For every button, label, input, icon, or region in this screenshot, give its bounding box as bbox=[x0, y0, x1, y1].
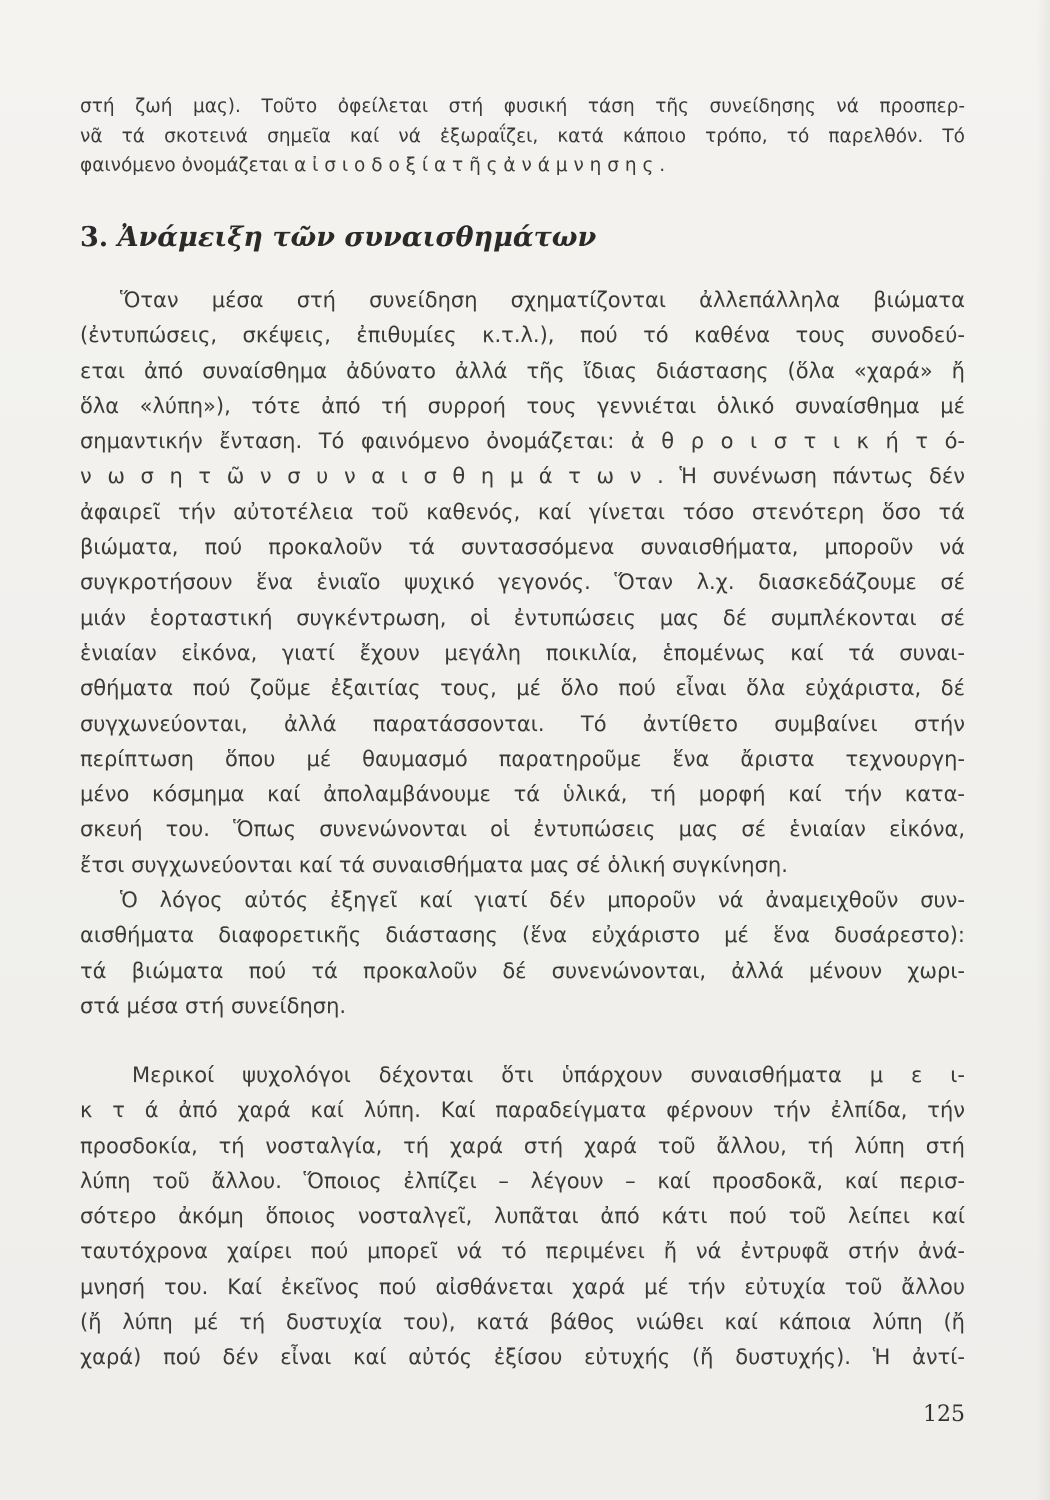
text-line: ἀφαιρεῖ τήν αὐτοτέλεια τοῦ καθενός, καί γίνεται τόσο στενότερη ὅσο τά bbox=[80, 499, 965, 524]
text-line: Ὁ λόγος αὐτός ἐξηγεῖ καί γιατί δέν μποροῦν νά ἀναμειχθοῦν συν- bbox=[120, 888, 965, 913]
text-line: βιώματα, πού προκαλοῦν τά συντασσόμενα συναισθήματα, μποροῦν νά bbox=[80, 535, 965, 560]
text-line: φαινόμενο ὀνομάζεται α ἰ σ ι ο δ ο ξ ί α τ ῆ ς ἀ ν ά μ ν η σ η ς . bbox=[80, 155, 666, 176]
text-line: νᾶ τά σκοτεινά σημεῖα καί νά ἐξωραΐζει, κατά κάποιο τρόπο, τό παρελθόν. Τό bbox=[80, 125, 965, 147]
text-line: Ὅταν μέσα στή συνείδηση σχηματίζονται ἀλλεπάλληλα βιώματα bbox=[120, 288, 965, 312]
text-line: ἔτσι συγχωνεύονται καί τά συναισθήματα μας σέ ὁλική συγκίνηση. bbox=[80, 852, 788, 877]
text-line: σημαντικήν ἔνταση. Τό φαινόμενο ὀνομάζεται: ἀ θ ρ ο ι σ τ ι κ ή τ ό- bbox=[80, 429, 965, 454]
text-line: κ τ ά ἀπό χαρά καί λύπη. Καί παραδείγματα φέρνουν τήν ἐλπίδα, τήν bbox=[80, 1098, 965, 1123]
text-line: συγχωνεύονται, ἀλλά παρατάσσονται. Τό ἀντίθετο συμβαίνει στήν bbox=[80, 711, 965, 736]
text-line: ταυτόχρονα χαίρει πού μπορεῖ νά τό περιμένει ἤ νά ἐντρυφᾶ στήν ἀνά- bbox=[80, 1239, 965, 1264]
text-line: σκευή του. Ὅπως συνενώνονται οἱ ἐντυπώσεις μας σέ ἑνιαίαν εἰκόνα, bbox=[80, 817, 965, 842]
text-line: μιάν ἑορταστική συγκέντρωση, οἱ ἐντυπώσεις μας δέ συμπλέκονται σέ bbox=[80, 605, 965, 630]
intro-paragraph bbox=[80, 92, 965, 181]
page-number: 125 bbox=[923, 1402, 965, 1427]
text-line: τά βιώματα πού τά προκαλοῦν δέ συνενώνονται, ἀλλά μένουν χωρι- bbox=[80, 958, 965, 983]
text-line: σότερο ἀκόμη ὅποιος νοσταλγεῖ, λυπᾶται ἀπό κάτι πού τοῦ λείπει καί bbox=[80, 1204, 965, 1229]
text-line: στά μέσα στή συνείδηση. bbox=[80, 993, 347, 1018]
body-paragraph-1 bbox=[80, 283, 965, 1024]
text-line: (ἤ λύπη μέ τή δυστυχία του), κατά βάθος νιώθει καί κάποια λύπη (ἤ bbox=[80, 1310, 965, 1335]
text-line: Μερικοί ψυχολόγοι δέχονται ὅτι ὑπάρχουν συναισθήματα μ ε ι- bbox=[132, 1063, 965, 1087]
text-line: εται ἀπό συναίσθημα ἀδύνατο ἀλλά τῆς ἴδιας διάστασης (ὅλα «χαρά» ἤ bbox=[80, 358, 965, 383]
text-line: συγκροτήσουν ἕνα ἑνιαῖο ψυχικό γεγονός. Ὅταν λ.χ. διασκεδάζουμε σέ bbox=[80, 570, 965, 595]
text-line: στή ζωή μας). Τοῦτο ὀφείλεται στή φυσική τάση τῆς συνείδησης νά προσπερ- bbox=[80, 96, 965, 117]
page-edge-shadow bbox=[1036, 0, 1050, 1500]
text-line: ν ω σ η τ ῶ ν σ υ ν α ι σ θ η μ ά τ ω ν . Ἡ συνένωση πάντως δέν bbox=[80, 464, 965, 489]
body-paragraph-2 bbox=[80, 1058, 965, 1376]
text-line: περίπτωση ὅπου μέ θαυμασμό παρατηροῦμε ἕνα ἄριστα τεχνουργη- bbox=[80, 746, 965, 771]
text-line: μένο κόσμημα καί ἀπολαμβάνουμε τά ὑλικά, τή μορφή καί τήν κατα- bbox=[80, 782, 965, 807]
text-line: αισθήματα διαφορετικῆς διάστασης (ἕνα εὐχάριστο μέ ἕνα δυσάρεστο): bbox=[80, 923, 965, 948]
text-line: λύπη τοῦ ἄλλου. Ὅποιος ἐλπίζει – λέγουν – καί προσδοκᾶ, καί περισ- bbox=[80, 1168, 965, 1193]
section-number: 3. bbox=[80, 222, 109, 253]
text-line: προσδοκία, τή νοσταλγία, τή χαρά στή χαρά τοῦ ἄλλου, τή λύπη στή bbox=[80, 1133, 965, 1158]
text-line: ἑνιαίαν εἰκόνα, γιατί ἔχουν μεγάλη ποικιλία, ἑπομένως καί τά συναι- bbox=[80, 640, 965, 665]
text-line: ὅλα «λύπη»), τότε ἀπό τή συρροή τους γεννιέται ὁλικό συναίσθημα μέ bbox=[80, 393, 965, 418]
text-line: μνησή του. Καί ἐκεῖνος πού αἰσθάνεται χαρά μέ τήν εὐτυχία τοῦ ἄλλου bbox=[80, 1274, 965, 1299]
text-line: (ἐντυπώσεις, σκέψεις, ἐπιθυμίες κ.τ.λ.), πού τό καθένα τους συνοδεύ- bbox=[80, 323, 965, 348]
section-title: Ἀνάμειξη τῶν συναισθημάτων bbox=[117, 222, 597, 253]
section-heading bbox=[80, 222, 596, 253]
text-line: σθήματα πού ζοῦμε ἐξαιτίας τους, μέ ὅλο πού εἶναι ὅλα εὐχάριστα, δέ bbox=[80, 676, 965, 701]
text-line: χαρά) πού δέν εἶναι καί αὐτός ἐξίσου εὐτυχής (ἤ δυστυχής). Ἡ ἀντί- bbox=[80, 1345, 965, 1370]
